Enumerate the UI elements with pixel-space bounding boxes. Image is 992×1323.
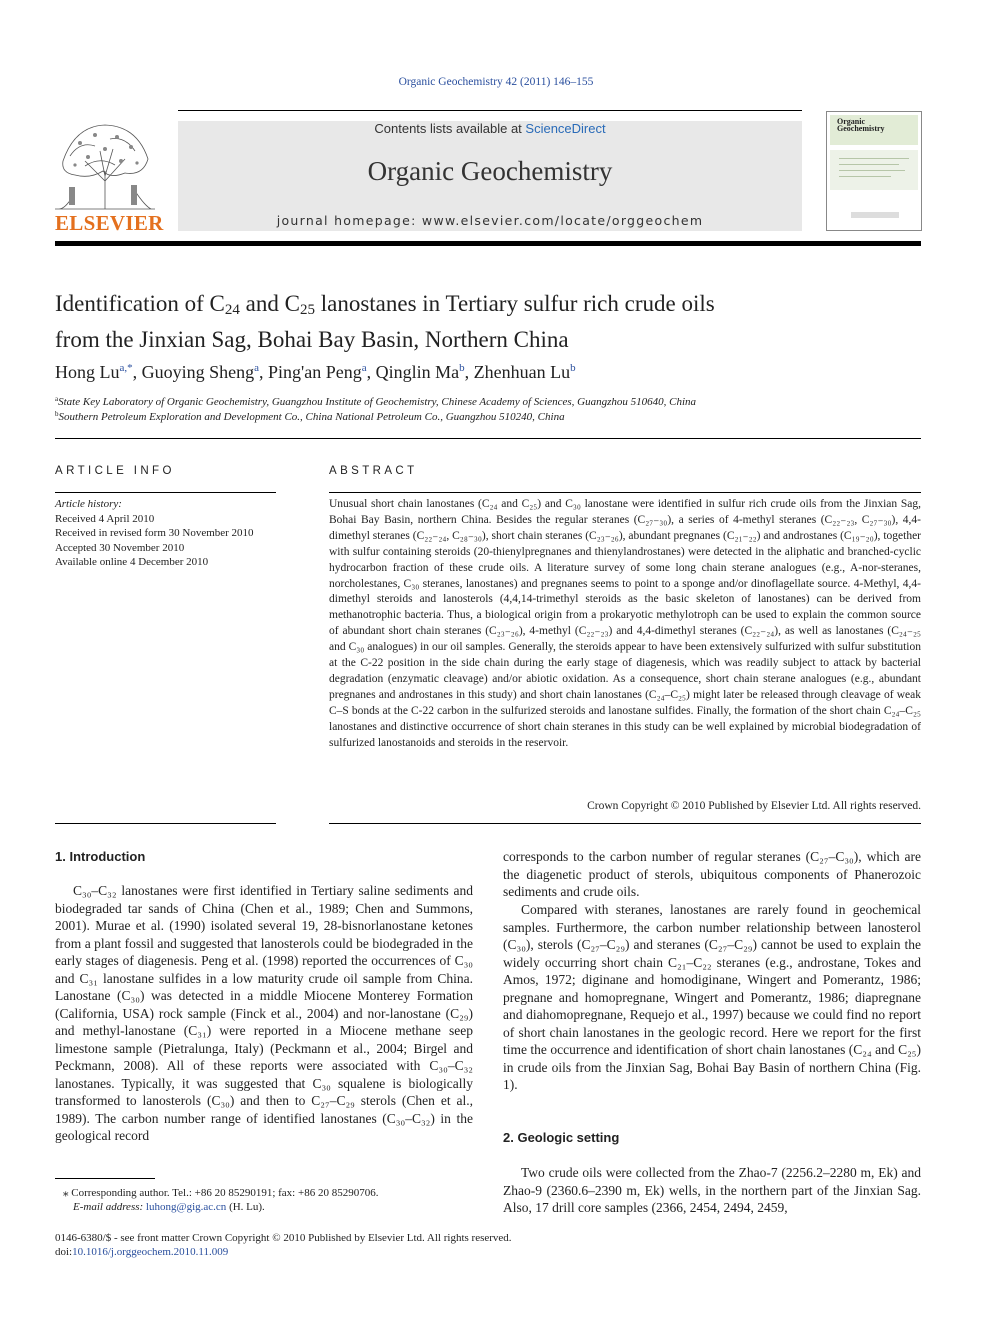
email-suffix: (H. Lu).: [226, 1201, 265, 1213]
cover-title: Organic Geochemistry: [837, 117, 885, 133]
doi-label: doi:: [55, 1246, 73, 1258]
abstract-text: Unusual short chain lanostanes (C₂₄ and C₂₅) and C₃₀ lanostane were identified in sulfur rich crude oils from the Jinxian Sag, Bohai Bay Basin, northern China. Besides the regular steranes (C₂₇₋₃₀), a series of 4-methyl steranes (C₂₂₋₂₃, C₂₇₋₃₀), 4,4-dimethyl steranes (C₂₂₋₂₄, C₂₈₋₃₀), short chain steranes (C₂₃₋₂₆), abundant pregnanes (C₂₁₋₂₂) and androstanes (C₁₉₋₂₀), together with sulfur containing steroids (20-thienylpregnanes and thienylandrostanes) were detected in the aliphatic and branched-cyclic hydrocarbon fraction of these crude oils. A literature survey of some long chain sterane analogues (e.g., A-nor-steranes, norcholestanes, C₃₀ steranes, lanostanes) and pregnanes seems to point to a sponge and/or dinoflagellate source. 4-Methyl, 4,4-dimethyl steroids and lanosterols (4,4,14-trimethyl steroids as the basic skeleton of lanostanes) can be derived from methanotrophic bacteria. Thus, a biological origin from a prokaryotic methylotroph can be used to explain the common source of abundant short chain steranes (C₂₃₋₂₆), 4-methyl (C₂₂₋₂₃) and 4,4-dimethyl steranes (C₂₂₋₂₄), as well as lanostanes (C₂₄₋₂₅ and C₃₀ analogues) in our oil samples. Generally, the steroids appear to have been extensively sulfurized with sulfur substitution at the C-22 position in the side chain during the early stage of diagenesis, which was readily subject to attack by bacterial degradation (enzymatic cleavage) and/or abiotic oxidation. As a consequence, short chain sterane analogues (e.g., abundant pregnanes and androstanes in this study) and short chain lanostanes (C₂₄–C₂₅) might later be released through cleavage of weak C–S bonds at the C-22 carbon in the sulfurized steroids and lanostane sulfides. Finally, the formation of the short chain C₂₄–C₂₅ lanostanes and distinctive occurrence of short chain steranes in this study can be well explained by microbial biodegradation of sulfurized lanostanoids and steroids in the reservoir.: [329, 498, 921, 749]
author-affiliation-mark[interactable]: b: [459, 362, 465, 374]
elsevier-wordmark: ELSEVIER: [55, 211, 164, 235]
history-revised: Received in revised form 30 November 2010: [55, 527, 254, 539]
sciencedirect-link[interactable]: ScienceDirect: [525, 121, 606, 136]
author-affiliation-mark[interactable]: b: [570, 362, 576, 374]
email-link[interactable]: luhong@gig.ac.cn: [145, 1201, 227, 1213]
affiliation-b: $^b$Southern Petroleum Exploration and Development Co., China National Petroleum Co., Guangzhou 510240, China: [55, 410, 565, 423]
article-title: [55, 289, 915, 355]
abstract-rule: [329, 492, 921, 493]
journal-cover-thumbnail[interactable]: [826, 111, 922, 231]
doi-link[interactable]: 10.1016/j.orggeochem.2010.11.009: [72, 1246, 229, 1258]
history-online: Available online 4 December 2010: [55, 556, 209, 568]
article-info-bottom-rule: [55, 823, 276, 824]
section-2-heading: 2. Geologic setting: [503, 1130, 620, 1145]
affiliation-a: $^a$State Key Laboratory of Organic Geochemistry, Guangzhou Institute of Geochemistry, Chinese Academy of Sciences, Guangzhou 510640, China: [55, 395, 697, 408]
article-history: [55, 497, 275, 570]
intro-paragraph-1: C₃₀–C₃₂ lanostanes were first identified in Tertiary saline sediments and biodegraded tar sands of China (Chen et al., 1989; Chen and Summons, 2001). Murae et al. (1990) isolated several 19, 28-bisnorlanostane ketones from a plant fossil and suggested that lanosterols could be biodegraded in the early stages of diagenesis. Peng et al. (1998) reported the occurrences of C₃₀ and C₃₁ lanostane sulfides in a low maturity crude oil sample from China. Lanostane (C₃₀) was detected in a middle Miocene Monterey Formation (California, USA) rock sample (Finck et al., 2004) and nor-lanostane (C₂₉) and methyl-lanostane (C₃₁) were reported in a Miocene methane seep limestone sample (Pietralunga, Italy) (Peckmann et al., 2004; Birgel and Peckmann, 2008). All of these reports were associated with C₃₀–C₃₂ lanostanes. Typically, it was suggested that C₃₀ squalene is biologically transformed to lanosterols (C₃₀) and then to C₂₇–C₂₉ sterols (Chen et al., 1989). The carbon number range of identified lanostanes (C₃₀–C₃₂) in the geological record: [55, 883, 473, 1143]
author-affiliation-mark[interactable]: a,*: [119, 362, 133, 374]
contents-line: [178, 121, 802, 136]
article-title-line-1: Identification of $C_{24}$ and $C_{25}$ lanostanes in Tertiary sulfur rich crude oils: [55, 291, 715, 318]
section-1-heading: 1. Introduction: [55, 849, 146, 864]
footnote-rule: [55, 1178, 155, 1179]
history-label: Article history:: [55, 498, 122, 510]
doi-line: [55, 1245, 655, 1260]
author-name[interactable]: Guoying Sheng: [141, 362, 255, 382]
author-affiliation-mark[interactable]: a: [254, 362, 260, 374]
article-title-line-2: from the Jinxian Sag, Bohai Bay Basin, Northern China: [55, 327, 569, 352]
abstract-heading: ABSTRACT: [329, 465, 418, 477]
author-name[interactable]: Zhenhuan Lu: [473, 362, 571, 382]
history-received: Received 4 April 2010: [55, 512, 155, 525]
history-accepted: Accepted 30 November 2010: [55, 541, 185, 554]
contents-prefix: Contents lists available at: [374, 121, 526, 136]
intro-paragraph-2: corresponds to the carbon number of regular steranes (C₂₇–C₃₀), which are the diagenetic product of sterols, ubiquitous components of Phanerozoic sediments and crude oils.: [503, 849, 921, 899]
geologic-setting-paragraph: Two crude oils were collected from the Zhao-7 (2256.2–2280 m, Ek) and Zhao-9 (2360.6–2390 m, Ek) wells, in the northern part of the Jinxian Sag. Also, 17 drill core samples (2366, 2454, 2494, 2459,: [503, 1165, 921, 1215]
intro-paragraph-3: Compared with steranes, lanostanes are rarely found in geochemical samples. Furthermore, the carbon number relationship between lanosterol (C₃₀), sterols (C₂₇–C₂₉) and steranes (C₂₇–C₂₉) cannot be used to explain the widely occurring short chain C₂₁–C₂₂ steranes (e.g., androstane, Tokes and Amos, 1972; diginane and homodiginane, Wingert and Pomerantz, 1986; pregnane and homopregnane, Wingert and Pomerantz, 1986; diapregnane and diahomopregnane, Requejo et al., 1997) because we could find no report of short chain lanostanes in the geologic record. Here we report for the first time the occurrence and identification of short chain lanostanes (C₂₄ and C₂₅) in crude oils from the Jinxian Sag, Bohai Bay Basin of northern China (Fig. 1).: [503, 902, 921, 1092]
header-top-rule: [178, 110, 802, 111]
header-thick-rule: [55, 241, 921, 246]
author-name[interactable]: Ping'an Peng: [268, 362, 362, 382]
journal-homepage[interactable]: journal homepage: www.elsevier.com/locate/orggeochem: [276, 213, 704, 228]
journal-citation[interactable]: Organic Geochemistry 42 (2011) 146–155: [398, 76, 594, 88]
abstract-copyright: Crown Copyright © 2010 Published by Elsevier Ltd. All rights reserved.: [587, 800, 921, 812]
author-affiliation-mark[interactable]: a: [361, 362, 367, 374]
email-label: E-mail address:: [73, 1201, 146, 1213]
article-info-rule: [55, 492, 276, 493]
tree-icon: [55, 121, 155, 211]
email-note: [55, 1200, 493, 1215]
corresponding-author-note: ⁎ Corresponding author. Tel.: +86 20 85290191; fax: +86 20 85290706.: [63, 1187, 379, 1199]
author-name[interactable]: Qinglin Ma: [375, 362, 460, 382]
abstract-bottom-rule: [329, 823, 921, 824]
title-bottom-rule: [55, 438, 921, 439]
article-info-heading: ARTICLE INFO: [55, 465, 175, 477]
journal-title: Organic Geochemistry: [367, 156, 613, 186]
issn-line: 0146-6380/$ - see front matter Crown Copyright © 2010 Published by Elsevier Ltd. All rights reserved.: [55, 1232, 512, 1244]
author-list: Hong $Lu^{a,*}$, Guoying Sheng$^a$, Ping'an Peng$^a$, Qinglin Ma$^b$, Zhenhuan Lu$^b$: [55, 362, 576, 382]
author-name[interactable]: Hong Lu: [55, 362, 120, 382]
